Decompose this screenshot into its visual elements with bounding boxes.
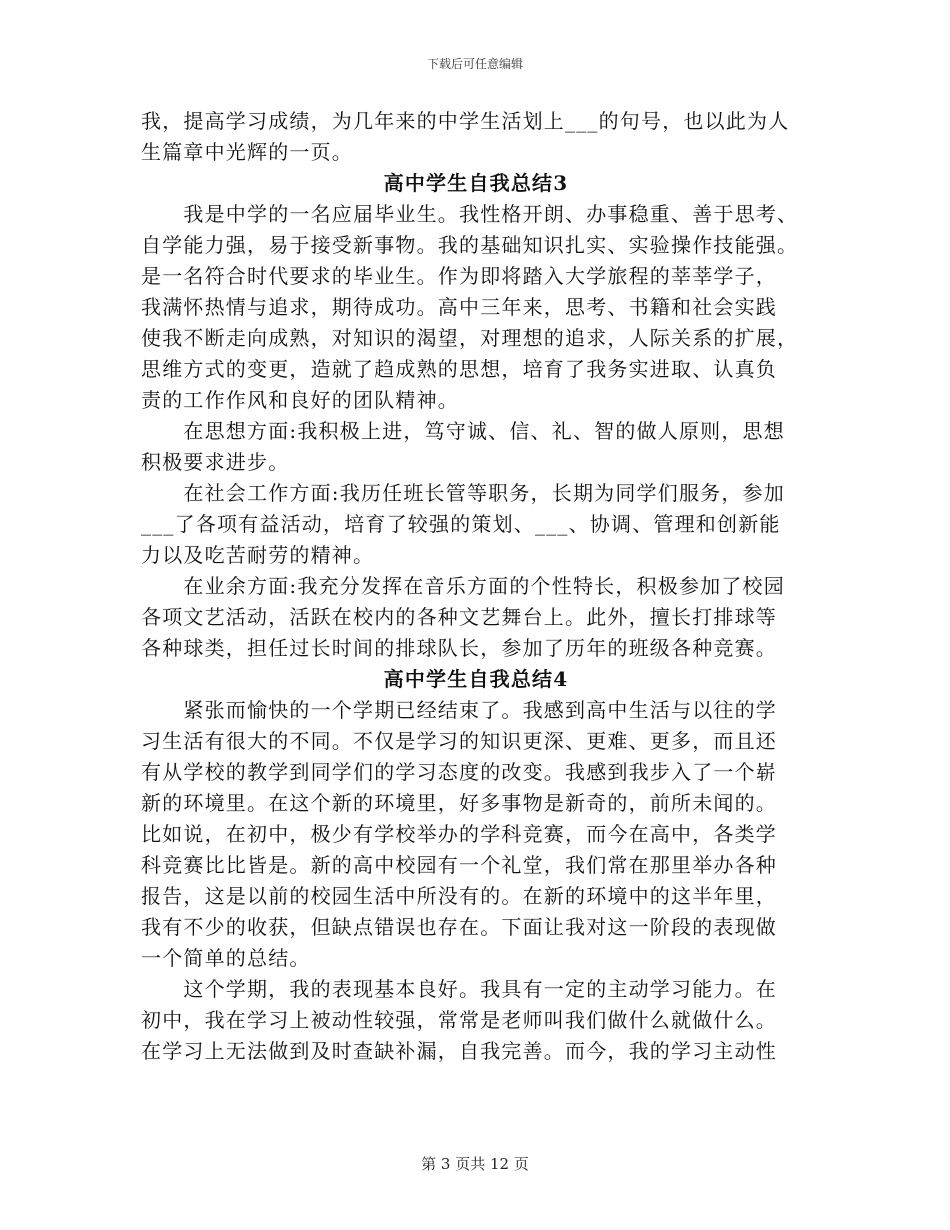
text-line: 比如说，在初中，极少有学校举办的学科竞赛，而今在高中，各类学 [141, 822, 777, 846]
text-line: 一个简单的总结。 [141, 946, 311, 970]
text-line: 报告，这是以前的校园生活中所没有的。在新的环境中的这半年里， [141, 884, 777, 908]
text-line: 紧张而愉快的一个学期已经结束了。我感到高中生活与以往的学 [141, 698, 777, 722]
text-line: 我满怀热情与追求，期待成功。高中三年来，思考、书籍和社会实践 [141, 295, 777, 319]
text-line: 责的工作作风和良好的团队精神。 [141, 388, 459, 412]
section-heading: 高中学生自我总结3 [383, 171, 569, 195]
text-line: 在学习上无法做到及时查缺补漏，自我完善。而今，我的学习主动性 [141, 1039, 777, 1063]
text-line: 自学能力强，易于接受新事物。我的基础知识扎实、实验操作技能强。 [141, 233, 799, 257]
text-line: 初中，我在学习上被动性较强，常常是老师叫我们做什么就做什么。 [141, 1008, 777, 1032]
section-heading: 高中学生自我总结4 [383, 667, 569, 691]
text-line: 力以及吃苦耐劳的精神。 [141, 543, 375, 567]
text-line: 在业余方面:我充分发挥在音乐方面的个性特长，积极参加了校园 [141, 574, 785, 598]
document-body [141, 106, 811, 1067]
text-line: ___了各项有益活动，培育了较强的策划、___、协调、管理和创新能 [141, 512, 781, 536]
text-line: 思维方式的变更，造就了趋成熟的思想，培育了我务实进取、认真负 [141, 357, 777, 381]
text-line: 各种球类，担任过长时间的排球队长，参加了历年的班级各种竞赛。 [141, 636, 777, 660]
text-line: 新的环境里。在这个新的环境里，好多事物是新奇的，前所未闻的。 [141, 791, 777, 815]
text-line: 各项文艺活动，活跃在校内的各种文艺舞台上。此外，擅长打排球等 [141, 605, 777, 629]
text-line: 在思想方面:我积极上进，笃守诚、信、礼、智的做人原则，思想 [141, 419, 785, 443]
page-number: 第 3 页共 12 页 [421, 1155, 529, 1173]
text-line: 生篇章中光辉的一页。 [141, 140, 353, 164]
page-header-note: 下载后可任意编辑 [426, 57, 523, 71]
text-line: 积极要求进步。 [141, 450, 290, 474]
text-line: 使我不断走向成熟，对知识的渴望，对理想的追求，人际关系的扩展， [141, 326, 799, 350]
text-line: 是一名符合时代要求的毕业生。作为即将踏入大学旅程的莘莘学子， [141, 264, 777, 288]
text-line: 科竞赛比比皆是。新的高中校园有一个礼堂，我们常在那里举办各种 [141, 853, 777, 877]
text-line: 我是中学的一名应届毕业生。我性格开朗、办事稳重、善于思考、 [141, 202, 799, 226]
text-line: 我，提高学习成绩，为几年来的中学生活划上___的句号，也以此为人 [141, 109, 790, 133]
text-line: 在社会工作方面:我历任班长管等职务，长期为同学们服务，参加 [141, 481, 785, 505]
text-line: 有从学校的教学到同学们的学习态度的改变。我感到我步入了一个崭 [141, 760, 777, 784]
text-line: 我有不少的收获，但缺点错误也存在。下面让我对这一阶段的表现做 [141, 915, 777, 939]
text-line: 这个学期，我的表现基本良好。我具有一定的主动学习能力。在 [141, 977, 777, 1001]
text-line: 习生活有很大的不同。不仅是学习的知识更深、更难、更多，而且还 [141, 729, 777, 753]
